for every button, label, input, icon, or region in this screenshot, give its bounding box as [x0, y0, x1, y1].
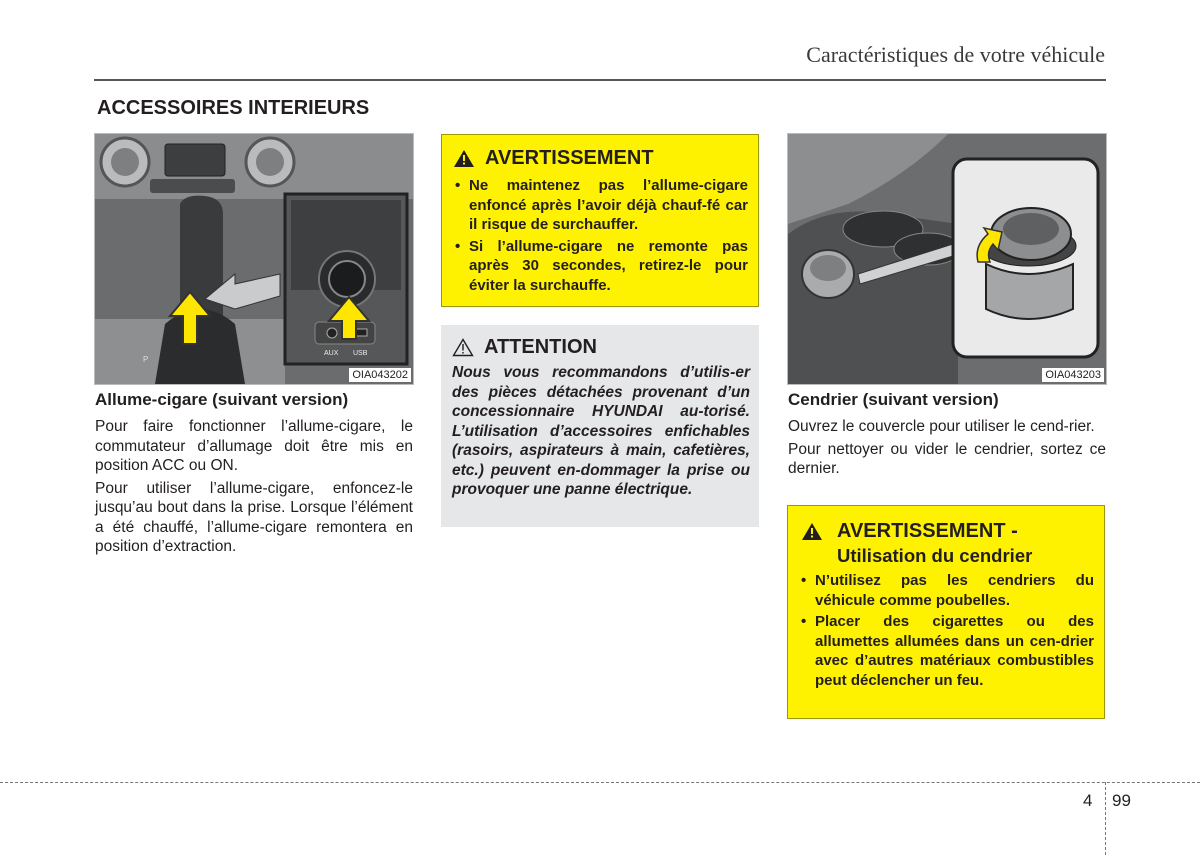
ashtray-warning-box — [787, 505, 1105, 719]
ashtray-subheading: Cendrier (suivant version) — [788, 390, 999, 409]
attention-text: Nous vous recommandons d’utilis-er des pièces détachées provenant d’un concessionnaire HYUNDAI au-torisé. L’utilisation d’accessoires enfichables (rasoirs, aspirateurs à main, cafetières, etc.) peuvent en-dommager la prise ou provoquer une panne électrique. — [452, 364, 750, 498]
footer-rule — [0, 782, 1200, 783]
list-item: • Placer des cigarettes ou des allumettes allumées dans un cen-drier avec d’autres matériaux combustibles peut déclencher un feu. — [799, 612, 1094, 690]
cigarette-lighter-illustration — [95, 134, 413, 384]
figure-code: OIA043203 — [1042, 368, 1104, 382]
paragraph: Ouvrez le couvercle pour utiliser le cend-rier. — [788, 418, 1095, 435]
ashtray-figure — [787, 133, 1107, 385]
figure-code: OIA043202 — [349, 368, 411, 382]
list-item: • Ne maintenez pas l’allume-cigare enfoncé après l’avoir déjà chauf-fé car il risque de surchauffer. — [453, 176, 748, 235]
paragraph: Pour faire fonctionner l’allume-cigare, le commutateur d’allumage doit être mis en position ACC ou ON. — [95, 418, 413, 474]
warning-box — [441, 134, 759, 307]
lighter-subheading: Allume-cigare (suivant version) — [95, 390, 349, 409]
aux-label: AUX — [324, 350, 339, 357]
ashtray-warning-title: AVERTISSEMENT - — [799, 520, 1094, 543]
cigarette-lighter-figure — [94, 133, 414, 385]
warning-list — [453, 176, 748, 295]
warning-triangle-icon — [801, 522, 823, 541]
list-item: • N’utilisez pas les cendriers du véhicule comme poubelles. — [799, 571, 1094, 610]
footer-divider — [1105, 782, 1106, 855]
caution-triangle-icon — [452, 338, 474, 357]
chapter-number: 4 — [1083, 791, 1093, 810]
ashtray-illustration — [788, 134, 1106, 384]
paragraph: Pour utiliser l’allume-cigare, enfoncez-le jusqu’au bout dans la prise. Lorsque l’élément a été chauffé, l’allume-cigare remontera en position d’extraction. — [95, 479, 413, 555]
usb-label: USB — [353, 350, 368, 357]
running-header: Caractéristiques de votre véhicule — [806, 42, 1105, 67]
ashtray-warning-list — [799, 571, 1094, 690]
header-rule — [94, 79, 1106, 81]
lighter-description — [95, 417, 413, 557]
page-number: 99 — [1112, 791, 1131, 810]
svg-text:P: P — [143, 355, 149, 364]
attention-box — [441, 325, 759, 527]
warning-title: AVERTISSEMENT — [453, 147, 748, 170]
ashtray-description — [788, 417, 1106, 479]
attention-title: ATTENTION — [452, 336, 750, 359]
ashtray-warning-subtitle: Utilisation du cendrier — [837, 545, 1033, 566]
section-title: ACCESSOIRES INTERIEURS — [97, 97, 370, 119]
paragraph: Pour nettoyer ou vider le cendrier, sortez ce dernier. — [788, 440, 1106, 477]
warning-triangle-icon — [453, 149, 475, 168]
list-item: • Si l’allume-cigare ne remonte pas après 30 secondes, retirez-le pour éviter la surchauffe. — [453, 237, 748, 296]
